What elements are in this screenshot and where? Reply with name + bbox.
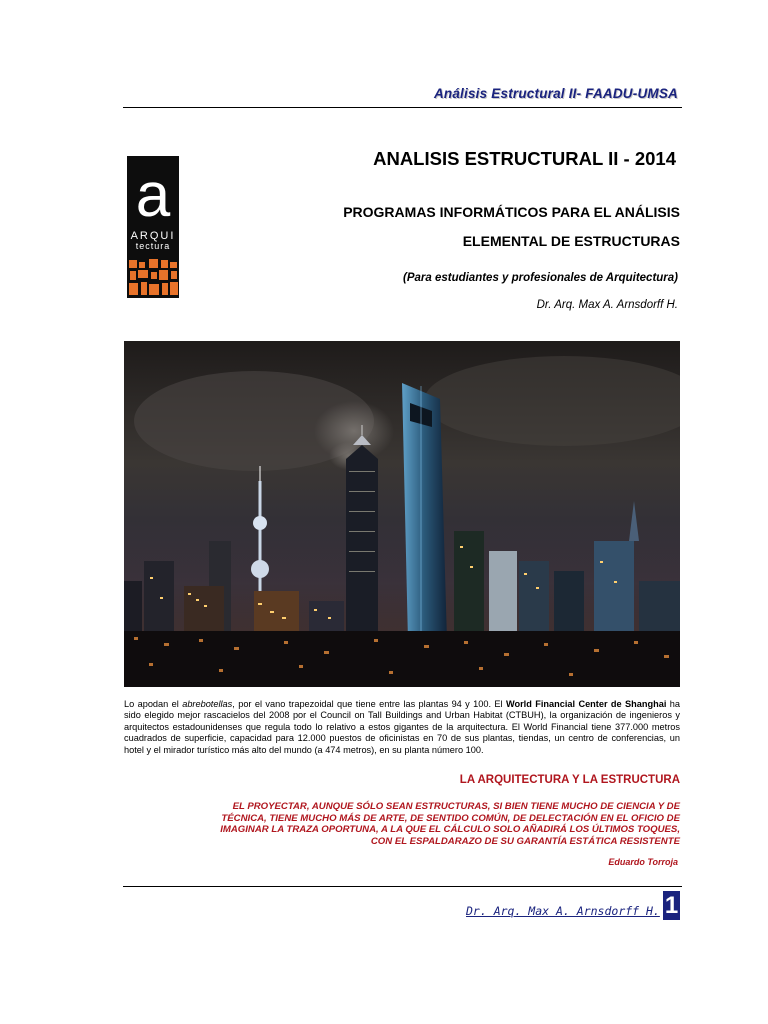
logo-word-top: ARQUI xyxy=(130,230,176,242)
header-rule xyxy=(123,107,682,108)
caption-part-2: , por el vano trapezoidal que tiene entre las plantas 94 y 100. El xyxy=(232,699,506,709)
caption-part-3: ha sido elegido mejor rascacielos del 2008 por el Council on Tall Buildings and Urban Habitat (CTBUH), la organización de ingenieros y arquitectos estadounidenses que regula todo lo relativo a estos gigantes de la arquitectura. El World Financial tiene 377.000 metros cuadrados de superficie, capacidad para 12.000 puestos de oficinistas en 70 de sus plantas, tiendas, un centro de conferencias, un hotel y el mirador turístico más alto del mundo (a 474 metros), en su planta número 100. xyxy=(124,699,680,755)
caption-part-1: Lo apodan el xyxy=(124,699,183,709)
footer-rule xyxy=(123,886,682,887)
logo-word-bottom: tectura xyxy=(135,241,171,251)
section-heading: LA ARQUITECTURA Y LA ESTRUCTURA xyxy=(459,774,680,786)
page-header-title: Análisis Estructural II- FAADU-UMSA xyxy=(433,86,678,101)
document-title: ANALISIS ESTRUCTURAL II - 2014 xyxy=(373,148,676,169)
quote-author: Eduardo Torroja xyxy=(608,857,678,867)
subtitle-line-2: ELEMENTAL DE ESTRUCTURAS xyxy=(462,233,680,249)
subtitle-line-1: PROGRAMAS INFORMÁTICOS PARA EL ANÁLISIS xyxy=(343,204,680,220)
page-number: 1 xyxy=(664,892,679,919)
caption-bold-name: World Financial Center de Shanghai xyxy=(505,699,667,709)
audience-note: (Para estudiantes y profesionales de Arquitectura) xyxy=(402,272,678,284)
photo-caption xyxy=(124,699,680,756)
torroja-quote: EL PROYECTAR, AUNQUE SÓLO SEAN ESTRUCTURAS, SI BIEN TIENE MUCHO DE CIENCIA Y DE TÉCNICA, TIENE MUCHO MÁS DE ARTE, DE SENTIDO COMÚN, DE DELECTACIÓN EN EL OFICIO DE IMAGINAR LA TRAZA OPORTUNA, A LA QUE EL CÁLCULO SOLO AÑADIRÁ LOS ÚLTIMOS TOQUES, CON EL ESPALDARAZO DE SU GARANTÍA ESTÁTICA RESISTENTE xyxy=(220,801,680,847)
arquitectura-logo xyxy=(127,156,179,298)
document-subtitle xyxy=(343,198,680,256)
footer-author: Dr. Arq. Max A. Arnsdorff H. xyxy=(466,904,660,918)
logo-letter: a xyxy=(135,161,171,230)
caption-italic-term: abrebotellas xyxy=(182,699,233,709)
shanghai-skyline-photo xyxy=(124,341,680,687)
cover-author: Dr. Arq. Max A. Arnsdorff H. xyxy=(536,299,678,311)
